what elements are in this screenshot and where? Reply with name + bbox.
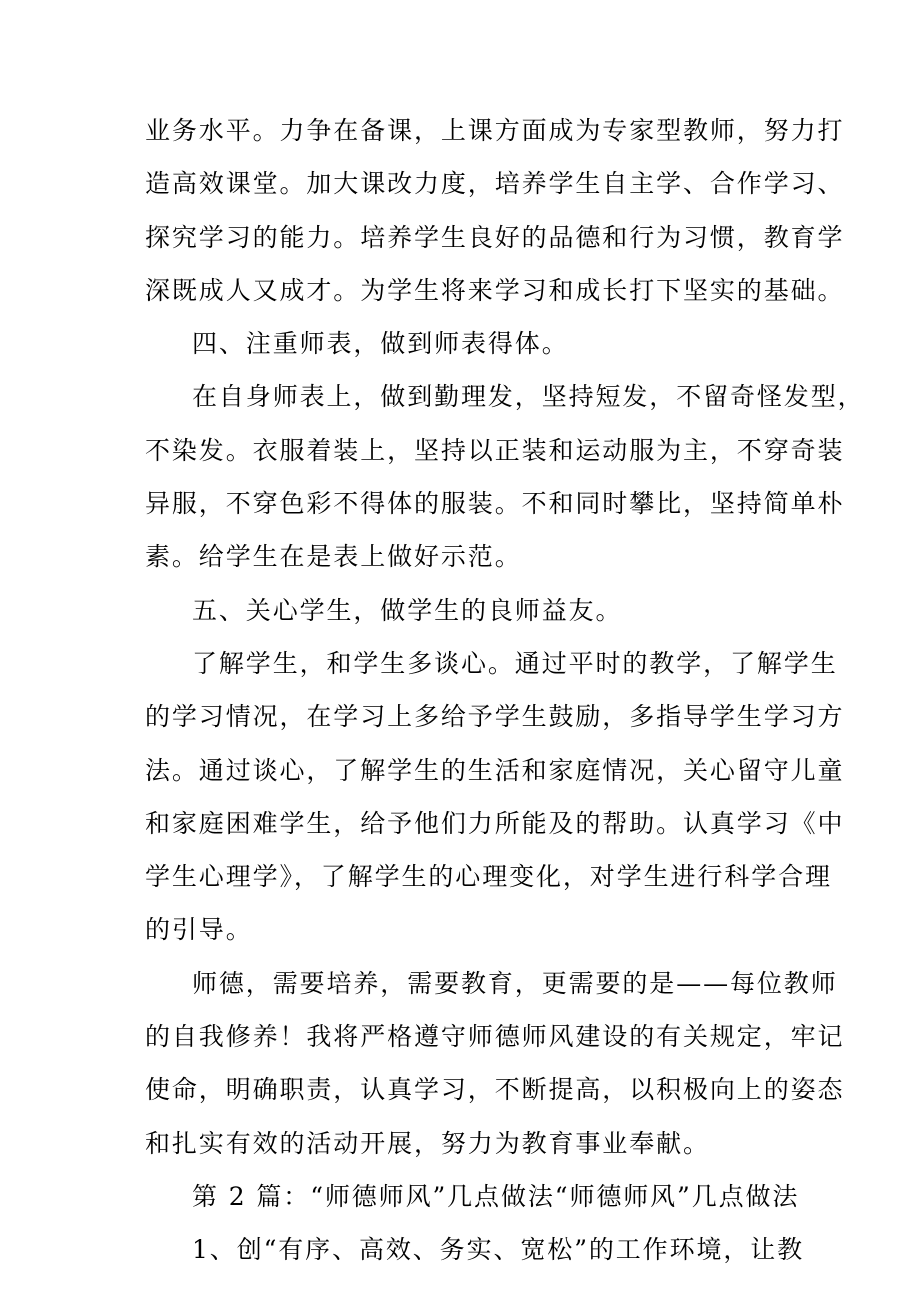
text-line: 探究学习的能力。培养学生良好的品德和行为习惯，教育学 — [145, 222, 845, 252]
section-heading-4: 四、注重师表，做到师表得体。 — [192, 329, 569, 359]
text-line: 和家庭困难学生，给予他们力所能及的帮助。认真学习《中 — [145, 808, 845, 838]
text-line: 师德，需要培养，需要教育，更需要的是——每位教师 — [192, 968, 838, 998]
text-line: 的自我修养！我将严格遵守师德师风建设的有关规定，牢记 — [145, 1022, 845, 1052]
text-line: 素。给学生在是表上做好示范。 — [145, 542, 522, 572]
article-heading: 第 2 篇：“师德师风”几点做法“师德师风”几点做法 — [192, 1181, 800, 1211]
section-heading-5: 五、关心学生，做学生的良师益友。 — [192, 595, 623, 625]
text-line: 了解学生，和学生多谈心。通过平时的教学，了解学生 — [192, 648, 838, 678]
text-line: 学生心理学》，了解学生的心理变化，对学生进行科学合理 — [145, 862, 832, 892]
text-line: 不染发。衣服着装上，坚持以正装和运动服为主，不穿奇装 — [145, 435, 845, 465]
text-line: 1、创“有序、高效、务实、宽松”的工作环境，让教 — [192, 1235, 805, 1265]
text-line: 和扎实有效的活动开展，努力为教育事业奉献。 — [145, 1128, 710, 1158]
text-line: 异服，不穿色彩不得体的服装。不和同时攀比，坚持简单朴 — [145, 489, 845, 519]
document-body — [145, 104, 865, 1277]
text-line: 使命，明确职责，认真学习，不断提高，以积极向上的姿态 — [145, 1075, 845, 1105]
text-line: 的引导。 — [145, 915, 253, 945]
text-line: 法。通过谈心，了解学生的生活和家庭情况，关心留守儿童 — [145, 755, 845, 785]
text-line: 在自身师表上，做到勤理发，坚持短发，不留奇怪发型， — [192, 382, 865, 412]
text-line: 业务水平。力争在备课，上课方面成为专家型教师，努力打 — [145, 116, 845, 145]
text-line: 造高效课堂。加大课改力度，培养学生自主学、合作学习、 — [145, 169, 845, 199]
text-line: 的学习情况，在学习上多给予学生鼓励，多指导学生学习方 — [145, 702, 845, 732]
text-line: 深既成人又成才。为学生将来学习和成长打下坚实的基础。 — [145, 275, 845, 305]
